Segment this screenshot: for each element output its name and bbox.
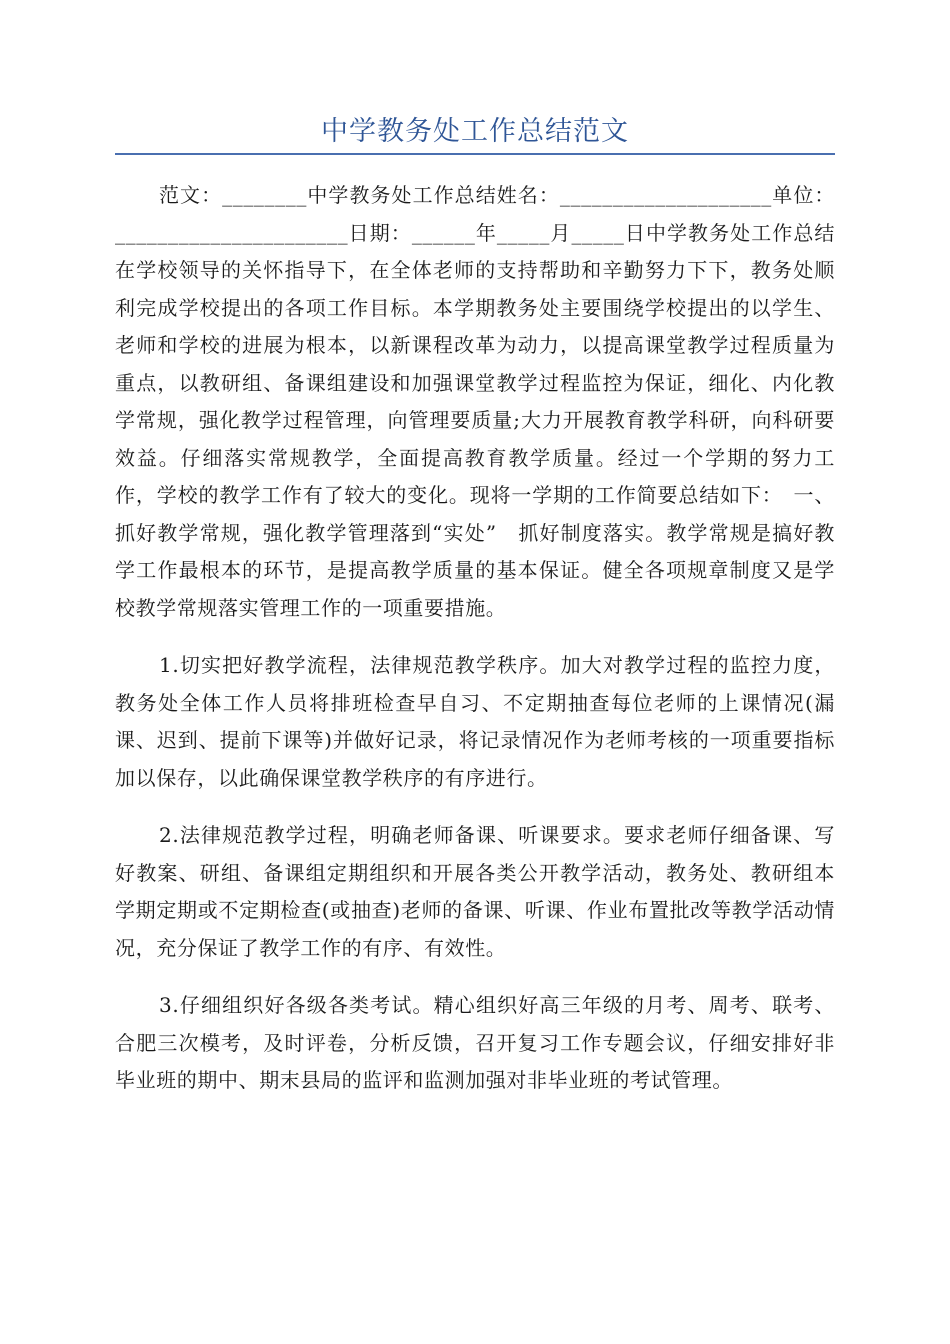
item-2-paragraph: 2.法律规范教学过程，明确老师备课、听课要求。要求老师仔细备课、写好教案、研组、备课组定期组织和开展各类公开教学活动，教务处、教研组本学期定期或不定期检查(或抽查)老师的备课、听课、作业布置批改等教学活动情况，充分保证了教学工作的有序、有效性。 [115, 823, 835, 960]
item-1-paragraph: 1.切实把好教学流程，法律规范教学秩序。加大对教学过程的监控力度，教务处全体工作人员将排班检查早自习、不定期抽查每位老师的上课情况(漏课、迟到、提前下课等)并做好记录，将记录情况作为老师考核的一项重要指标加以保存，以此确保课堂教学秩序的有序进行。 [115, 653, 835, 790]
item-3-paragraph: 3.仔细组织好各级各类考试。精心组织好高三年级的月考、周考、联考、合肥三次模考，及时评卷，分析反馈，召开复习工作专题会议，仔细安排好非毕业班的期中、期末县局的监评和监测加强对非毕业班的考试管理。 [115, 993, 835, 1092]
document-title: 中学教务处工作总结范文 [321, 116, 629, 147]
intro-paragraph: 范文：________中学教务处工作总结姓名：____________________单位：______________________日期：______年_____月_____日中学教务处工作总结 在学校领导的关怀指导下，在全体老师的支持帮助和辛勤努力下下，教务处顺利完成学校提出的各项工作目标。本学期教务处主要围绕学校提出的以学生、老师和学校的进展为根本，以新课程改革为动力，以提高课堂教学过程质量为重点，以教研组、备课组建设和加强课堂教学过程监控为保证，细化、内化教学常规，强化教学过程管理，向管理要质量;大力开展教育教学科研，向科研要效益。仔细落实常规教学，全面提高教育教学质量。经过一个学期的努力工作，学校的教学工作有了较大的变化。现将一学期的工作简要总结如下： 一、抓好教学常规，强化教学管理落到“实处” 抓好制度落实。教学常规是搞好教学工作最根本的环节，是提高教学质量的基本保证。健全各项规章制度又是学校教学常规落实管理工作的一项重要措施。 [115, 183, 856, 620]
document-page [115, 0, 856, 1100]
title-underline [115, 153, 835, 155]
